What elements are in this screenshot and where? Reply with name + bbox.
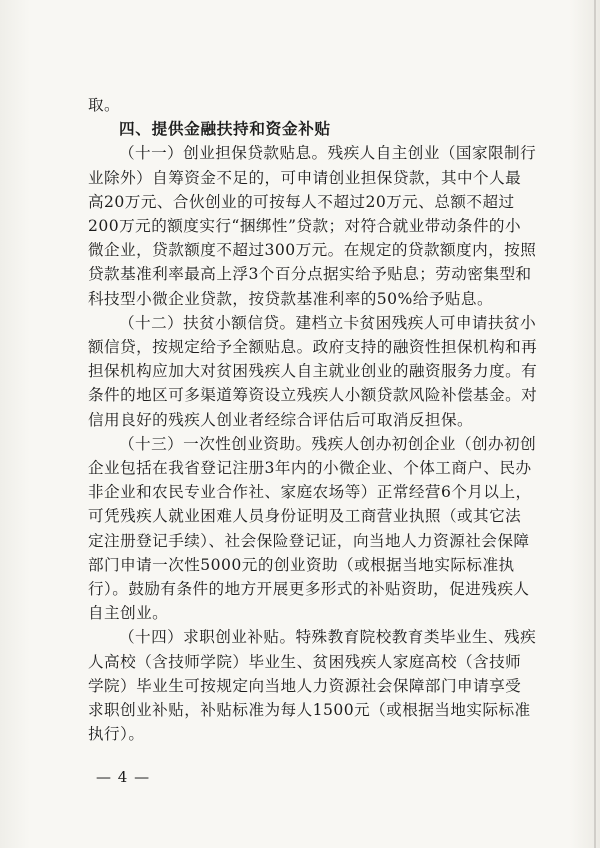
text-line: （十二）扶贫小额信贷。建档立卡贫困残疾人可申请扶贫小: [119, 313, 537, 332]
text-line: 人高校（含技师学院）毕业生、贫困残疾人家庭高校（含技师: [88, 652, 522, 671]
text-line: 非企业和农民专业合作社、家庭农场等）正常经营6个月以上，: [88, 483, 532, 502]
text-line: 定注册登记手续）、社会保险登记证，向当地人力资源社会保障: [88, 531, 530, 550]
section-heading: 四、提供金融扶持和资金补贴: [119, 120, 331, 139]
text-line: 信用良好的残疾人创业者经综合评估后可取消反担保。: [88, 410, 474, 429]
text-line: 微企业，贷款额度不超过300万元。在规定的贷款额度内，按照: [88, 241, 537, 260]
text-line: 学院）毕业生可按规定向当地人力资源社会保障部门申请享受: [88, 676, 522, 695]
text-line: （十三）一次性创业资助。残疾人创办初创企业（创办初创: [119, 434, 537, 453]
text-line: 可凭残疾人就业困难人员身份证明及工商营业执照（或其它法: [88, 507, 522, 526]
text-line: 担保机构应加大对贫困残疾人自主就业创业的融资服务力度。有: [88, 362, 538, 381]
text-line: 业除外）自筹资金不足的，可申请创业担保贷款，其中个人最: [88, 168, 522, 187]
text-line: 贷款基准利率最高上浮3个百分点据实给予贴息；劳动密集型和: [88, 265, 532, 284]
text-line: （十四）求职创业补贴。特殊教育院校教育类毕业生、残疾: [119, 628, 537, 647]
text-line: 执行）。: [88, 725, 145, 744]
text-line: 行）。鼓励有条件的地方开展更多形式的补贴资助，促进残疾人: [88, 580, 530, 599]
text-line: 部门申请一次性5000元的创业资助（或根据当地实际标准执: [88, 555, 515, 574]
text-line: 取。: [88, 96, 121, 114]
text-line: 条件的地区可多渠道筹资设立残疾人小额贷款风险补偿基金。对: [88, 386, 538, 405]
text-line: 200万元的额度实行“捆绑性”贷款；对符合就业带动条件的小: [88, 217, 522, 236]
text-line: 科技型小微企业贷款，按贷款基准利率的50%给予贴息。: [88, 289, 494, 308]
page-number: — 4 —: [96, 768, 151, 786]
text-line: 额信贷，按规定给予全额贴息。政府支持的融资性担保机构和再: [88, 338, 538, 357]
document-body: [88, 93, 538, 746]
text-line: （十一）创业担保贷款贴息。残疾人自主创业（国家限制行: [119, 144, 537, 163]
scan-edge-shadow: [594, 0, 596, 848]
text-line: 自主创业。: [88, 604, 169, 623]
text-line: 企业包括在我省登记注册3年内的小微企业、个体工商户、民办: [88, 459, 532, 478]
text-line: 高20万元、合伙创业的可按每人不超过20万元、总额不超过: [88, 192, 515, 211]
text-line: 求职创业补贴，补贴标准为每人1500元（或根据当地实际标准: [88, 701, 531, 720]
